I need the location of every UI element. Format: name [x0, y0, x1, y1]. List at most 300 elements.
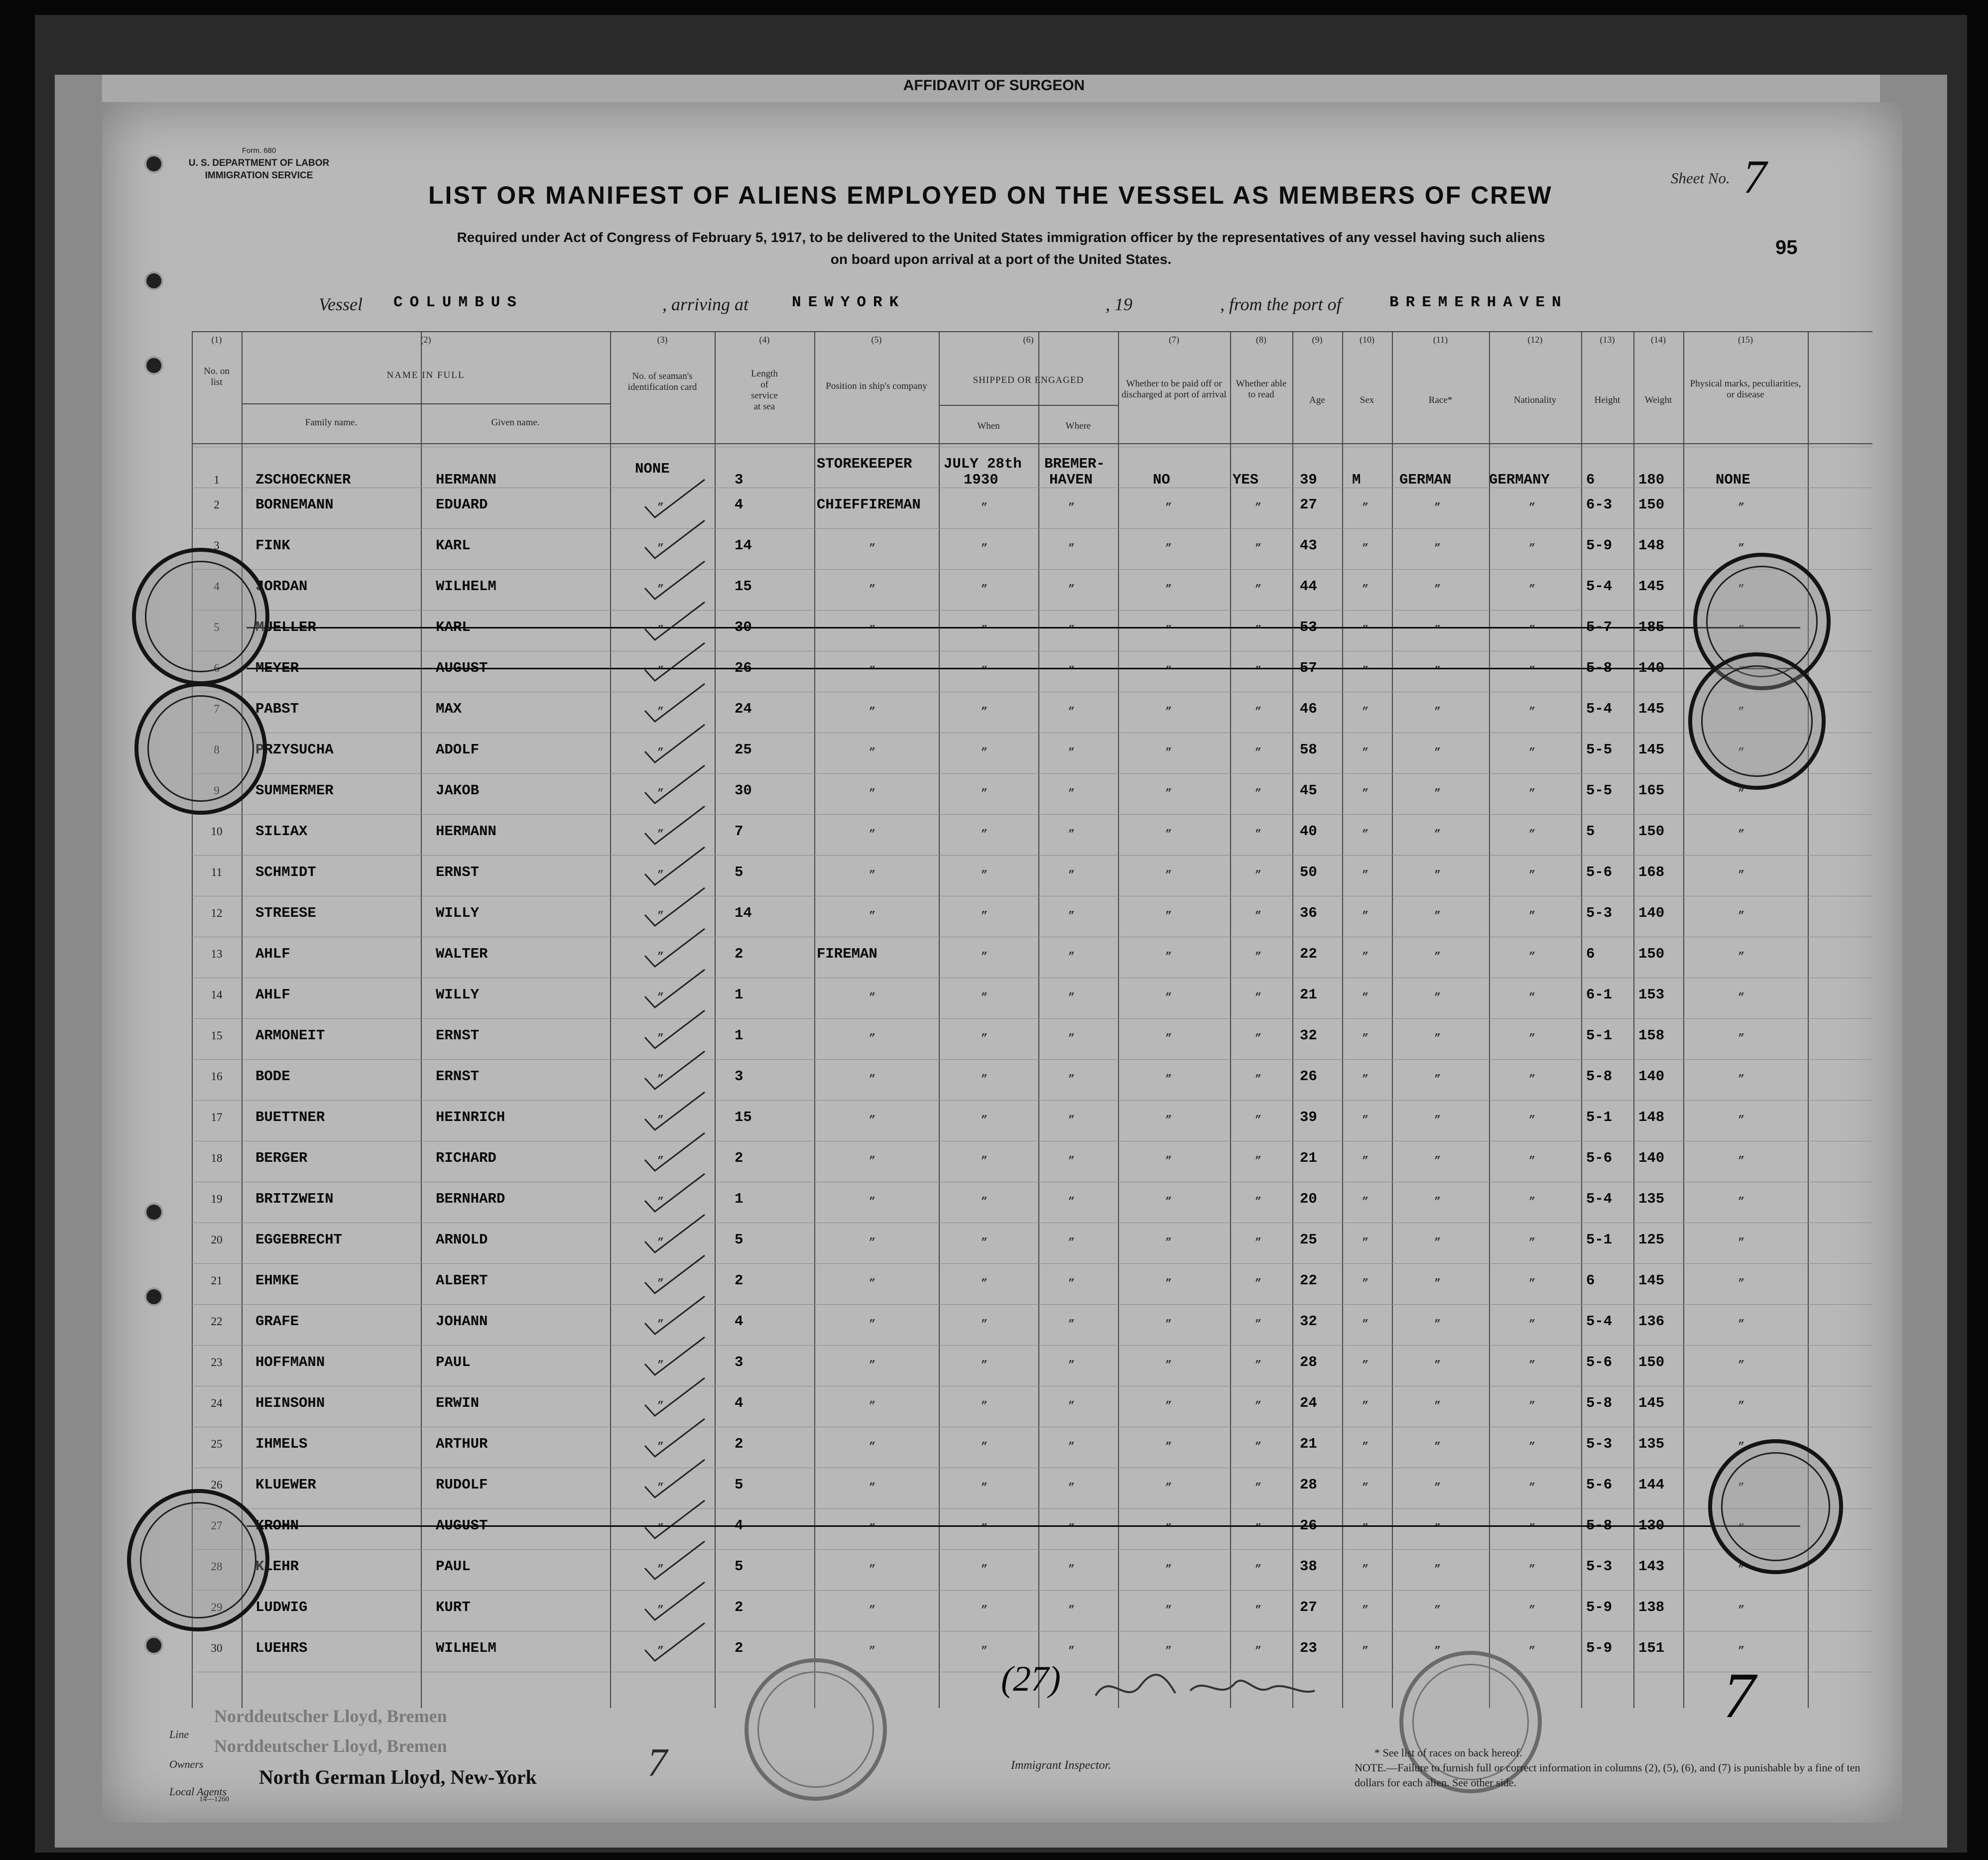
- column-rule: [1581, 331, 1582, 1708]
- service-years: 2: [735, 946, 744, 962]
- when-ditto: ”: [981, 910, 988, 922]
- service-years: 2: [735, 1640, 744, 1656]
- col-10-label: Sex: [1360, 395, 1374, 405]
- family-name: GRAFE: [255, 1313, 299, 1330]
- when-ditto: ”: [981, 665, 988, 677]
- column-rule: [1292, 331, 1293, 1708]
- sex-ditto: ”: [1362, 1155, 1369, 1167]
- page-subtitle: [344, 227, 1658, 270]
- id-card-ditto: ”: [657, 1604, 664, 1616]
- inspector-signature: [1091, 1666, 1320, 1713]
- when-ditto: ”: [981, 746, 988, 759]
- where-ditto: ”: [1068, 1645, 1075, 1657]
- column-rule: [1342, 331, 1343, 1708]
- race-ditto: ”: [1434, 787, 1441, 800]
- service-years: 5: [735, 1232, 744, 1248]
- weight: 151: [1638, 1640, 1665, 1656]
- note-races: * See list of races on back hereof.: [1374, 1746, 1522, 1759]
- when-ditto: ”: [981, 706, 988, 718]
- race-ditto: ”: [1434, 1522, 1441, 1535]
- sex-ditto: ”: [1362, 992, 1369, 1004]
- where-ditto: ”: [1068, 1114, 1075, 1126]
- row-number: 16: [211, 1070, 223, 1083]
- when-ditto: ”: [981, 501, 988, 514]
- height: 5-9: [1586, 1640, 1613, 1656]
- col-2-given-label: Given name.: [491, 417, 540, 428]
- consulate-stamp: [745, 1658, 887, 1801]
- physical-ditto: ”: [1738, 910, 1745, 922]
- race-ditto: ”: [1434, 1277, 1441, 1290]
- race-ditto: ”: [1434, 869, 1441, 881]
- when-ditto: ”: [981, 583, 988, 596]
- column-rule: [242, 331, 243, 1708]
- service-years: 1: [735, 1191, 744, 1207]
- row-number: 4: [214, 580, 220, 593]
- where-ditto: ”: [1068, 869, 1075, 881]
- family-name: AHLF: [255, 987, 290, 1003]
- when-ditto: ”: [981, 1359, 988, 1371]
- nationality-ditto: ”: [1529, 1196, 1536, 1208]
- paid-off-ditto: ”: [1165, 787, 1172, 800]
- check-mark-icon: [640, 477, 710, 521]
- weight: 145: [1638, 701, 1665, 717]
- row-number: 3: [214, 539, 220, 552]
- id-card-ditto: ”: [657, 910, 664, 922]
- age: 28: [1300, 1477, 1317, 1493]
- strike-through-line: [247, 627, 1800, 628]
- crew-table: [192, 331, 1872, 1708]
- handwritten-seven-small: 7: [647, 1741, 667, 1785]
- family-name: MUELLER: [255, 619, 316, 635]
- age: 23: [1300, 1640, 1317, 1656]
- race-ditto: ”: [1434, 1155, 1441, 1167]
- position-ditto: ”: [869, 1482, 876, 1494]
- paid-off-ditto: ”: [1165, 1237, 1172, 1249]
- physical-ditto: ”: [1738, 1032, 1745, 1045]
- position-ditto: ”: [869, 992, 876, 1004]
- physical-ditto: ”: [1738, 1237, 1745, 1249]
- owners-stamp: Norddeutscher Lloyd, Bremen: [214, 1736, 447, 1756]
- row-1-sex: M: [1352, 472, 1361, 488]
- sex-ditto: ”: [1362, 1073, 1369, 1086]
- position-ditto: ”: [869, 542, 876, 555]
- paid-off-ditto: ”: [1165, 1645, 1172, 1657]
- weight: 180: [1638, 472, 1665, 488]
- id-card-ditto: ”: [657, 1522, 664, 1535]
- weight: 168: [1638, 864, 1665, 880]
- race-ditto: ”: [1434, 1604, 1441, 1616]
- position-ditto: ”: [869, 1032, 876, 1045]
- position-ditto: ”: [869, 1441, 876, 1453]
- sex-ditto: ”: [1362, 951, 1369, 963]
- age: 43: [1300, 537, 1317, 554]
- when-ditto: ”: [981, 1155, 988, 1167]
- id-card-ditto: ”: [657, 746, 664, 759]
- race-ditto: ”: [1434, 951, 1441, 963]
- age: 40: [1300, 823, 1317, 840]
- physical-ditto: ”: [1738, 1645, 1745, 1657]
- age: 21: [1300, 1150, 1317, 1166]
- row-rule: [192, 1018, 1872, 1019]
- given-name: HERMANN: [436, 472, 497, 488]
- age: 28: [1300, 1354, 1317, 1370]
- nationality-ditto: ”: [1529, 869, 1536, 881]
- sex-ditto: ”: [1362, 1277, 1369, 1290]
- col-6-when-label: When: [977, 421, 1000, 431]
- family-name: MEYER: [255, 660, 299, 676]
- race-ditto: ”: [1434, 910, 1441, 922]
- physical-ditto: ”: [1738, 501, 1745, 514]
- sex-ditto: ”: [1362, 542, 1369, 555]
- row-number: 23: [211, 1356, 223, 1368]
- service-years: 5: [735, 1477, 744, 1493]
- column-rule: [1392, 331, 1393, 1708]
- read-ditto: ”: [1255, 1563, 1262, 1576]
- id-card-ditto: ”: [657, 665, 664, 677]
- height: 5-3: [1586, 905, 1613, 921]
- sheet-number: 7: [1743, 150, 1767, 203]
- read-ditto: ”: [1255, 501, 1262, 514]
- age: 22: [1300, 1272, 1317, 1289]
- height: 5-1: [1586, 1109, 1613, 1125]
- id-card-ditto: ”: [657, 1237, 664, 1249]
- where-ditto: ”: [1068, 624, 1075, 636]
- row-number: 12: [211, 907, 223, 919]
- consulate-stamp: [127, 1489, 269, 1631]
- race-ditto: ”: [1434, 501, 1441, 514]
- race-ditto: ”: [1434, 1032, 1441, 1045]
- check-mark-icon: [640, 1579, 710, 1624]
- position: STOREKEEPER: [817, 456, 912, 472]
- col-13-number: (13): [1600, 335, 1615, 345]
- id-card-ditto: ”: [657, 1441, 664, 1453]
- read-ditto: ”: [1255, 1645, 1262, 1657]
- read-ditto: ”: [1255, 583, 1262, 596]
- service-years: 14: [735, 905, 752, 921]
- nationality-ditto: ”: [1529, 828, 1536, 841]
- weight: 150: [1638, 496, 1665, 513]
- race-ditto: ”: [1434, 1563, 1441, 1576]
- physical-ditto: ”: [1738, 828, 1745, 841]
- position-ditto: ”: [869, 1196, 876, 1208]
- nationality-ditto: ”: [1529, 1604, 1536, 1616]
- age: 38: [1300, 1558, 1317, 1575]
- read-ditto: ”: [1255, 1155, 1262, 1167]
- where-ditto: ”: [1068, 1277, 1075, 1290]
- sex-ditto: ”: [1362, 828, 1369, 841]
- height: 5-8: [1586, 1068, 1613, 1085]
- read-ditto: ”: [1255, 665, 1262, 677]
- row-1-nationality: GERMANY: [1489, 472, 1550, 488]
- position-ditto: ”: [869, 1645, 876, 1657]
- when-ditto: ”: [981, 828, 988, 841]
- read-ditto: ”: [1255, 910, 1262, 922]
- check-mark-icon: [640, 762, 710, 807]
- paid-off-ditto: ”: [1165, 1400, 1172, 1412]
- row-number: 17: [211, 1111, 223, 1123]
- check-mark-icon: [640, 885, 710, 930]
- check-mark-icon: [640, 1212, 710, 1256]
- from-label: , from the port of: [1220, 294, 1342, 314]
- id-card-ditto: ”: [657, 828, 664, 841]
- family-name: HOFFMANN: [255, 1354, 325, 1370]
- race-ditto: ”: [1434, 828, 1441, 841]
- given-name: HERMANN: [436, 823, 497, 840]
- height: 6: [1586, 946, 1595, 962]
- sex-ditto: ”: [1362, 1400, 1369, 1412]
- owners-label: Owners: [169, 1758, 204, 1770]
- weight: 140: [1638, 905, 1665, 921]
- column-rule: [1230, 331, 1231, 1708]
- position-ditto: ”: [869, 665, 876, 677]
- service-years: 3: [735, 472, 744, 488]
- paid-off-ditto: ”: [1165, 869, 1172, 881]
- check-mark-icon: [640, 1007, 710, 1052]
- service-years: 25: [735, 742, 752, 758]
- read-ditto: ”: [1255, 951, 1262, 963]
- row-number: 19: [211, 1193, 223, 1205]
- col-5-label: Position in ship's company: [826, 381, 927, 391]
- race-ditto: ”: [1434, 1441, 1441, 1453]
- nationality-ditto: ”: [1529, 624, 1536, 636]
- family-name: PRZYSUCHA: [255, 742, 334, 758]
- race-ditto: ”: [1434, 1114, 1441, 1126]
- read-ditto: ”: [1255, 706, 1262, 718]
- service-years: 15: [735, 1109, 752, 1125]
- given-name: ADOLF: [436, 742, 480, 758]
- footnotes: [1355, 1745, 1882, 1790]
- column-rule: [1489, 331, 1490, 1708]
- given-name: PAUL: [436, 1558, 471, 1575]
- id-card-ditto: ”: [657, 706, 664, 718]
- service-years: 2: [735, 1150, 744, 1166]
- col-9-label: Age: [1309, 395, 1325, 405]
- col-3-label: No. of seaman's identification card: [627, 371, 697, 392]
- when-ditto: ”: [981, 1032, 988, 1045]
- row-rule: [192, 1100, 1872, 1101]
- position-ditto: ”: [869, 787, 876, 800]
- age: 45: [1300, 782, 1317, 799]
- col-12-number: (12): [1527, 335, 1543, 345]
- sex-ditto: ”: [1362, 583, 1369, 596]
- row-number: 24: [211, 1397, 223, 1409]
- given-name: ERNST: [436, 1068, 480, 1085]
- read-ditto: ”: [1255, 1318, 1262, 1331]
- family-name: EHMKE: [255, 1272, 299, 1289]
- weight: 150: [1638, 1354, 1665, 1370]
- row-rule: [192, 1304, 1872, 1305]
- family-name: EGGEBRECHT: [255, 1232, 343, 1248]
- height: 6: [1586, 1272, 1595, 1289]
- physical-ditto: ”: [1738, 746, 1745, 759]
- row-number: 28: [211, 1560, 223, 1573]
- row-number: 30: [211, 1642, 223, 1654]
- service-years: 4: [735, 1517, 744, 1534]
- row-number: 8: [214, 744, 220, 756]
- when-ditto: ”: [981, 1400, 988, 1412]
- when-ditto: ”: [981, 1441, 988, 1453]
- age: 26: [1300, 1517, 1317, 1534]
- row-number: 10: [211, 825, 223, 838]
- col-6-number: (6): [1023, 335, 1034, 345]
- column-rule: [1038, 331, 1039, 1708]
- arriving-label: , arriving at: [662, 294, 749, 314]
- given-name: AUGUST: [436, 1517, 488, 1534]
- given-name: BERNHARD: [436, 1191, 505, 1207]
- check-mark-icon: [640, 844, 710, 889]
- column-rule: [1633, 331, 1634, 1708]
- col-7-number: (7): [1169, 335, 1179, 345]
- header-rule: [192, 331, 1872, 332]
- position-ditto: ”: [869, 1277, 876, 1290]
- id-card-ditto: ”: [657, 1482, 664, 1494]
- row-number: 20: [211, 1234, 223, 1246]
- col-2-number: (2): [420, 335, 431, 345]
- service-years: 14: [735, 537, 752, 554]
- where-ditto: ”: [1068, 1359, 1075, 1371]
- weight: 138: [1638, 1599, 1665, 1615]
- read-ditto: ”: [1255, 1604, 1262, 1616]
- when-ditto: ”: [981, 1604, 988, 1616]
- id-card-ditto: ”: [657, 869, 664, 881]
- weight: 140: [1638, 1068, 1665, 1085]
- read-ditto: ”: [1255, 787, 1262, 800]
- height: 6: [1586, 472, 1595, 488]
- race-ditto: ”: [1434, 1400, 1441, 1412]
- nationality-ditto: ”: [1529, 542, 1536, 555]
- row-1-physical-marks: NONE: [1716, 472, 1750, 488]
- given-name: KARL: [436, 537, 471, 554]
- given-name: ARTHUR: [436, 1436, 488, 1452]
- paid-off-ditto: ”: [1165, 1032, 1172, 1045]
- family-name: BRITZWEIN: [255, 1191, 334, 1207]
- given-name: WALTER: [436, 946, 488, 962]
- col-15-label: Physical marks, peculiarities, or disease: [1690, 378, 1801, 400]
- id-card-ditto: ”: [657, 1359, 664, 1371]
- row-number: 22: [211, 1315, 223, 1328]
- position-ditto: ”: [869, 706, 876, 718]
- service-years: 5: [735, 864, 744, 880]
- local-agents-label: Local Agents: [169, 1785, 227, 1798]
- nationality-ditto: ”: [1529, 1359, 1536, 1371]
- row-number: 13: [211, 948, 223, 960]
- binder-hole: [144, 1287, 163, 1306]
- race-ditto: ”: [1434, 1237, 1441, 1249]
- row-number: 25: [211, 1438, 223, 1450]
- family-name: ARMONEIT: [255, 1027, 325, 1044]
- row-rule: [192, 610, 1872, 611]
- col-6-where-label: Where: [1065, 421, 1091, 431]
- race-ditto: ”: [1434, 665, 1441, 677]
- height: 5-6: [1586, 1477, 1613, 1493]
- height: 5-7: [1586, 619, 1613, 635]
- paid-off-ditto: ”: [1165, 951, 1172, 963]
- family-name: BODE: [255, 1068, 290, 1085]
- paid-off-ditto: ”: [1165, 746, 1172, 759]
- row-rule: [192, 1263, 1872, 1264]
- weight: 153: [1638, 987, 1665, 1003]
- when-ditto: ”: [981, 787, 988, 800]
- family-name: HEINSOHN: [255, 1395, 325, 1411]
- where-ditto: ”: [1068, 992, 1075, 1004]
- when-ditto: ”: [981, 1277, 988, 1290]
- age: 32: [1300, 1313, 1317, 1330]
- height: 5-4: [1586, 701, 1613, 717]
- read-ditto: ”: [1255, 1032, 1262, 1045]
- col-4-number: (4): [759, 335, 770, 345]
- sex-ditto: ”: [1362, 1032, 1369, 1045]
- row-1-able-to-read: YES: [1233, 472, 1259, 488]
- position-ditto: ”: [869, 1604, 876, 1616]
- read-ditto: ”: [1255, 1359, 1262, 1371]
- when-ditto: ”: [981, 1522, 988, 1535]
- position-ditto: ”: [869, 1359, 876, 1371]
- service-years: 1: [735, 987, 744, 1003]
- col-1-label: No. on list: [204, 366, 230, 387]
- row-rule: [192, 1590, 1872, 1591]
- row-number: 18: [211, 1152, 223, 1164]
- read-ditto: ”: [1255, 746, 1262, 759]
- weight: 140: [1638, 1150, 1665, 1166]
- given-name: ERWIN: [436, 1395, 480, 1411]
- when-ditto: ”: [981, 624, 988, 636]
- race-ditto: ”: [1434, 1318, 1441, 1331]
- sex-ditto: ”: [1362, 910, 1369, 922]
- consulate-stamp: [132, 548, 269, 685]
- row-rule: [192, 1345, 1872, 1346]
- family-name: JORDAN: [255, 578, 308, 595]
- row-number: 29: [211, 1601, 223, 1613]
- id-card-ditto: ”: [657, 951, 664, 963]
- height: 5-4: [1586, 1191, 1613, 1207]
- read-ditto: ”: [1255, 624, 1262, 636]
- row-rule: [192, 528, 1872, 529]
- position-ditto: ”: [869, 1155, 876, 1167]
- paid-off-ditto: ”: [1165, 665, 1172, 677]
- given-name: JOHANN: [436, 1313, 488, 1330]
- paid-off-ditto: ”: [1165, 624, 1172, 636]
- row-rule: [192, 855, 1872, 856]
- weight: 145: [1638, 578, 1665, 595]
- service-years: 2: [735, 1599, 744, 1615]
- family-name: IHMELS: [255, 1436, 308, 1452]
- service-years: 26: [735, 660, 752, 676]
- position-ditto: ”: [869, 1318, 876, 1331]
- position-ditto: ”: [869, 1237, 876, 1249]
- id-card-ditto: ”: [657, 1114, 664, 1126]
- given-name: MAX: [436, 701, 462, 717]
- paid-off-ditto: ”: [1165, 1318, 1172, 1331]
- age: 22: [1300, 946, 1317, 962]
- binder-hole: [144, 1203, 163, 1222]
- where-ditto: ”: [1068, 787, 1075, 800]
- position-ditto: ”: [869, 583, 876, 596]
- weight: 150: [1638, 823, 1665, 840]
- check-mark-icon: [640, 722, 710, 766]
- read-ditto: ”: [1255, 1400, 1262, 1412]
- sex-ditto: ”: [1362, 624, 1369, 636]
- weight: 158: [1638, 1027, 1665, 1044]
- physical-ditto: ”: [1738, 1522, 1745, 1535]
- year-label: , 19: [1106, 294, 1132, 314]
- nationality-ditto: ”: [1529, 1522, 1536, 1535]
- weight: 140: [1638, 660, 1665, 676]
- row-number: 14: [211, 989, 223, 1001]
- service-years: 2: [735, 1272, 744, 1289]
- read-ditto: ”: [1255, 1441, 1262, 1453]
- id-card-ditto: ”: [657, 624, 664, 636]
- id-card-ditto: ”: [657, 1563, 664, 1576]
